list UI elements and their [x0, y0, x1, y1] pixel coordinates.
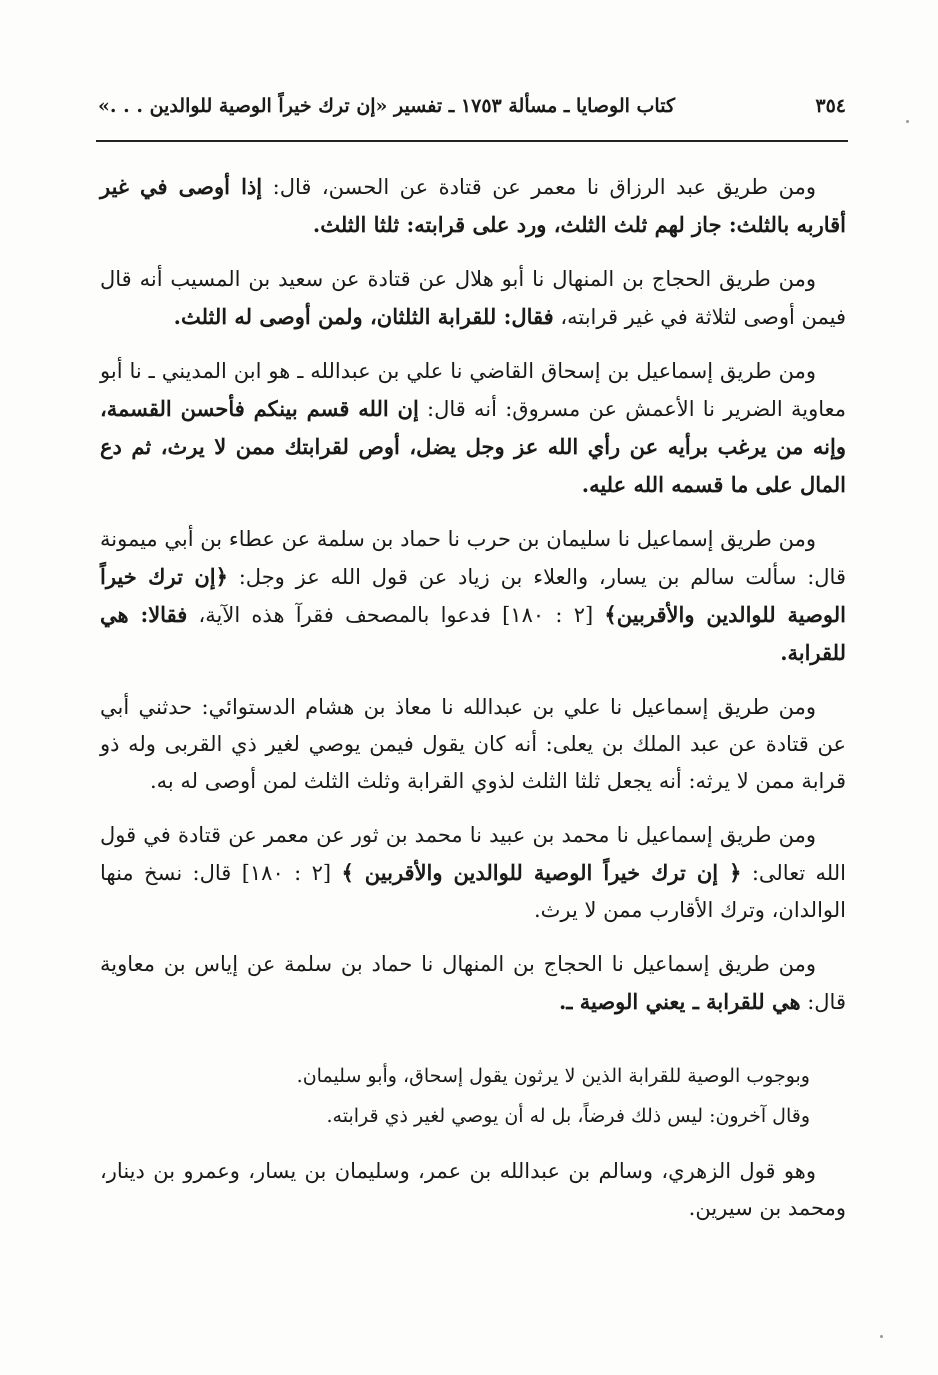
- paragraph-2: ومن طريق الحجاج بن المنهال نا أبو هلال عن قتادة عن سعيد بن المسيب أنه قال فيمن أوصى لثلاثة في غير قرابته، فقال: للقرابة الثلثان، ولمن أوصى له الثلث.: [100, 267, 846, 329]
- paragraph-7: ومن طريق إسماعيل نا الحجاج بن المنهال نا حماد بن سلمة عن إياس بن معاوية قال: هي للقرابة ـ يعني الوصية ـ.: [100, 952, 846, 1014]
- running-title: كتاب الوصايا ـ مسألة ١٧٥٣ ـ تفسير «إن ترك خيراً الوصية للوالدين . . .»: [98, 95, 675, 117]
- paragraph-6: ومن طريق إسماعيل نا محمد بن عبيد نا محمد بن ثور عن معمر عن قتادة في قول الله تعالى: ﴿ إن ترك خيراً الوصية للوالدين والأقربين ﴾ [٢ : ١٨٠] قال: نسخ منها الوالدان، وترك الأقارب ممن لا يرث.: [100, 823, 846, 922]
- note-2: وقال آخرون: ليس ذلك فرضاً، بل له أن يوصي لغير ذي قرابته.: [326, 1105, 810, 1127]
- page-number: ٣٥٤: [815, 95, 846, 117]
- closing-paragraph: وهو قول الزهري، وسالم بن عبدالله بن عمر، وسليمان بن يسار، وعمرو بن دينار، ومحمد بن سيرين.: [100, 1159, 846, 1220]
- paragraph-5: ومن طريق إسماعيل نا علي بن عبدالله نا معاذ بن هشام الدستوائي: حدثني أبي عن قتادة عن عبد الملك بن يعلى: أنه كان يقول فيمن يوصي لغير ذي القربى وله ذو قرابة ممن لا يرثه: أنه يجعل ثلثا الثلث لذوي القرابة وثلث الثلث لمن أوصى له به.: [100, 695, 846, 793]
- page-header: [98, 86, 846, 126]
- paragraph-1: ومن طريق عبد الرزاق نا معمر عن قتادة عن الحسن، قال: إذا أوصى في غير أقاربه بالثلث: جاز لهم ثلث الثلث، ورد على قرابته: ثلثا الثلث.: [100, 174, 846, 237]
- paragraph-4: ومن طريق إسماعيل نا سليمان بن حرب نا حماد بن سلمة عن عطاء بن أبي ميمونة قال: سألت سالم بن يسار، والعلاء بن زياد عن قول الله عز وجل: ﴿إن ترك خيراً الوصية للوالدين والأقربين﴾ [٢ : ١٨٠] فدعوا بالمصحف فقرآ هذه الآية، فقالا: هي للقرابة.: [100, 527, 846, 665]
- paragraph-3: ومن طريق إسماعيل بن إسحاق القاضي نا علي بن عبدالله ـ هو ابن المديني ـ نا أبو معاوية الضرير نا الأعمش عن مسروق: أنه قال: إن الله قسم بينكم فأحسن القسمة، وإنه من يرغب برأيه عن رأي الله عز وجل يضل، أوص لقرابتك ممن لا يرث، ثم دع المال على ما قسمه الله عليه.: [100, 359, 846, 497]
- note-1: وبوجوب الوصية للقرابة الذين لا يرثون يقول إسحاق، وأبو سليمان.: [296, 1065, 810, 1087]
- header-rule: [96, 140, 848, 142]
- page-body: [100, 168, 846, 1244]
- scan-speck: [880, 1335, 883, 1338]
- scan-speck: [906, 120, 909, 123]
